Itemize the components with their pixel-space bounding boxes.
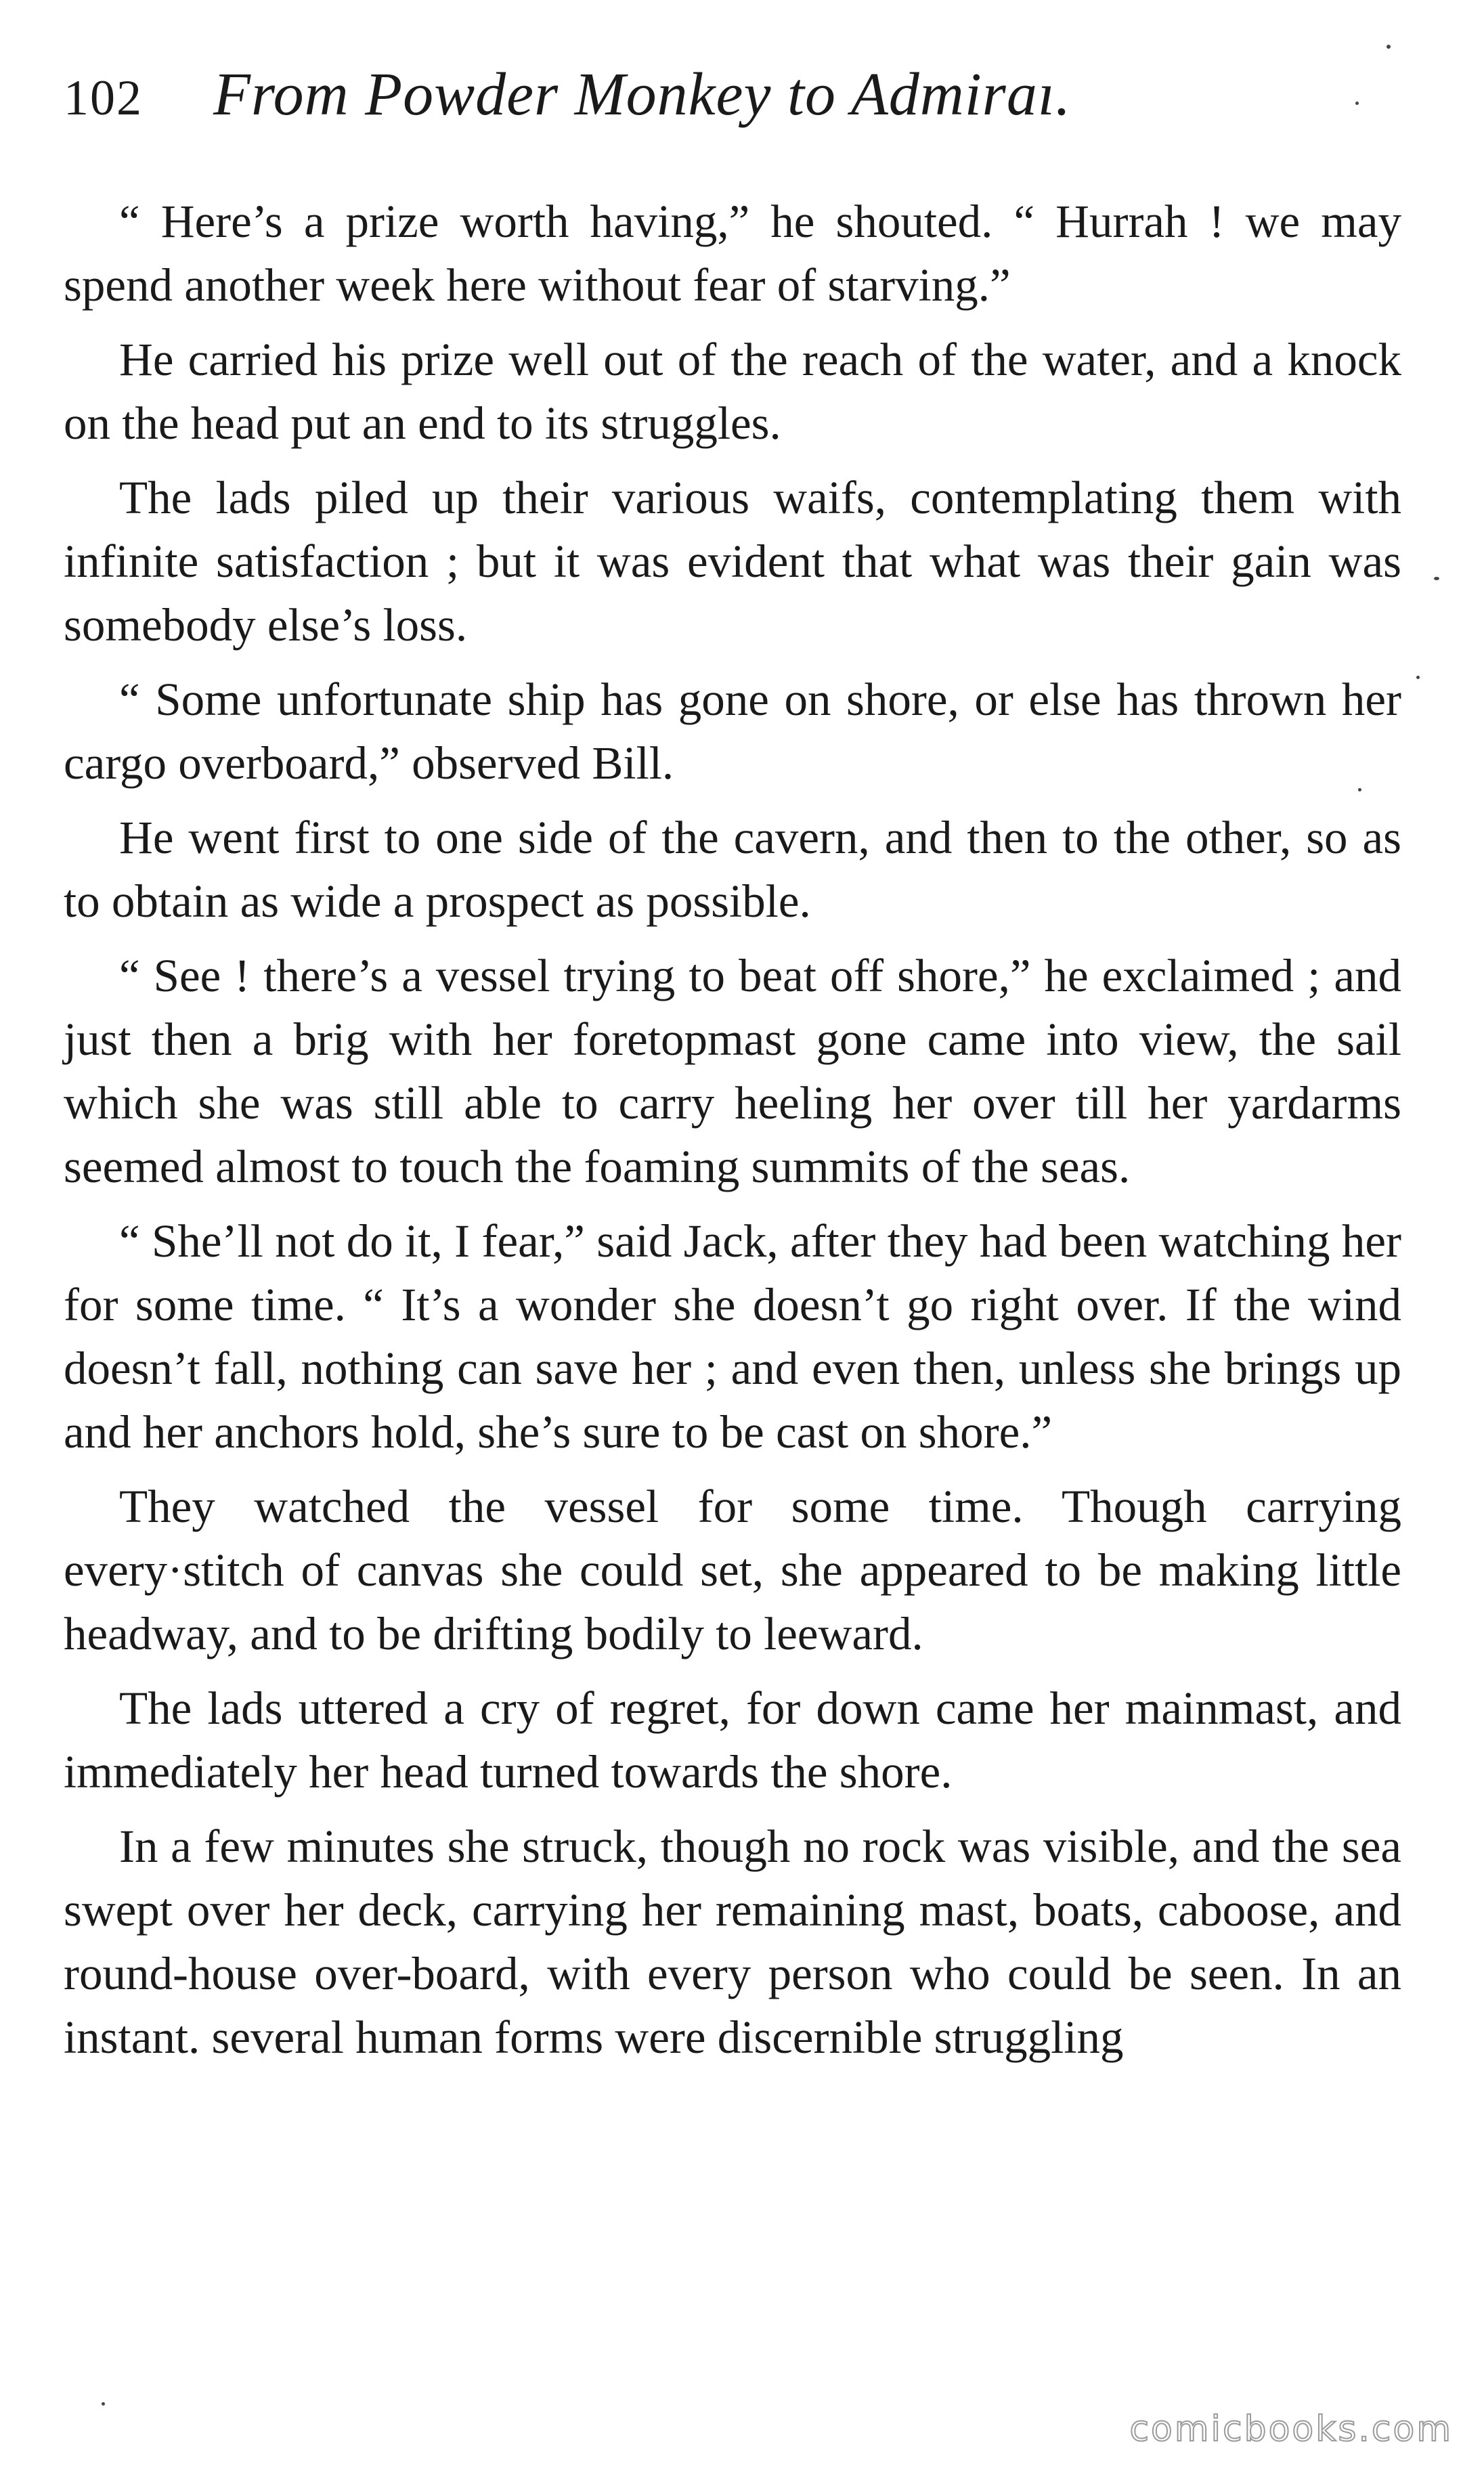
paragraph: “ See ! there’s a vessel trying to beat off shore,” he exclaimed ; and just then a brig with her foretopmast gone came into view, the sail which she was still able to carry heeling her over till her yardarms seemed almost to touch the foaming summits of the seas. [64, 950, 1401, 1192]
body-text [64, 190, 1401, 2080]
print-speck [1358, 788, 1361, 791]
print-speck [1355, 102, 1359, 105]
print-speck [1434, 577, 1439, 580]
watermark: comicbooks.com [1129, 2409, 1453, 2450]
paragraph: The lads uttered a cry of regret, for down came her mainmast, and immediately her head turned towards the shore. [64, 1682, 1401, 1798]
print-speck [1387, 45, 1391, 49]
running-head [64, 60, 1418, 148]
paragraph: “ She’ll not do it, I fear,” said Jack, after they had been watching her for some time. “ It’s a wonder she doesn’t go right over. If the wind doesn’t fall, nothing can save her ; and even then, unless she brings up and her anchors hold, she’s sure to be cast on shore.” [64, 1215, 1401, 1458]
paragraph: He went first to one side of the cavern, and then to the other, so as to obtain as wide a prospect as possible. [64, 812, 1401, 927]
paragraph: “ Some unfortunate ship has gone on shore, or else has thrown her cargo overboard,” observed Bill. [64, 674, 1401, 789]
print-speck [1416, 676, 1420, 679]
print-speck [102, 2402, 105, 2406]
paragraph: They watched the vessel for some time. Though carrying every·stitch of canvas she could set, she appeared to be making little headway, and to be drifting bodily to leeward. [64, 1481, 1401, 1659]
paragraph: He carried his prize well out of the reach of the water, and a knock on the head put an end to its struggles. [64, 334, 1401, 449]
paragraph: “ Here’s a prize worth having,” he shouted. “ Hurrah ! we may spend another week here without fear of starving.” [64, 196, 1401, 311]
paragraph: The lads piled up their various waifs, contemplating them with infinite satisfaction ; but it was evident that what was their gain was somebody else’s loss. [64, 472, 1401, 651]
running-title: From Powder Monkey to Admiraı. [213, 61, 1072, 128]
page-number: 102 [64, 70, 143, 126]
paragraph: In a few minutes she struck, though no rock was visible, and the sea swept over her deck, carrying her remaining mast, boats, caboose, and round-house over-board, with every person who could be seen. In an instant. several human forms were discernible struggling [64, 1821, 1401, 2063]
